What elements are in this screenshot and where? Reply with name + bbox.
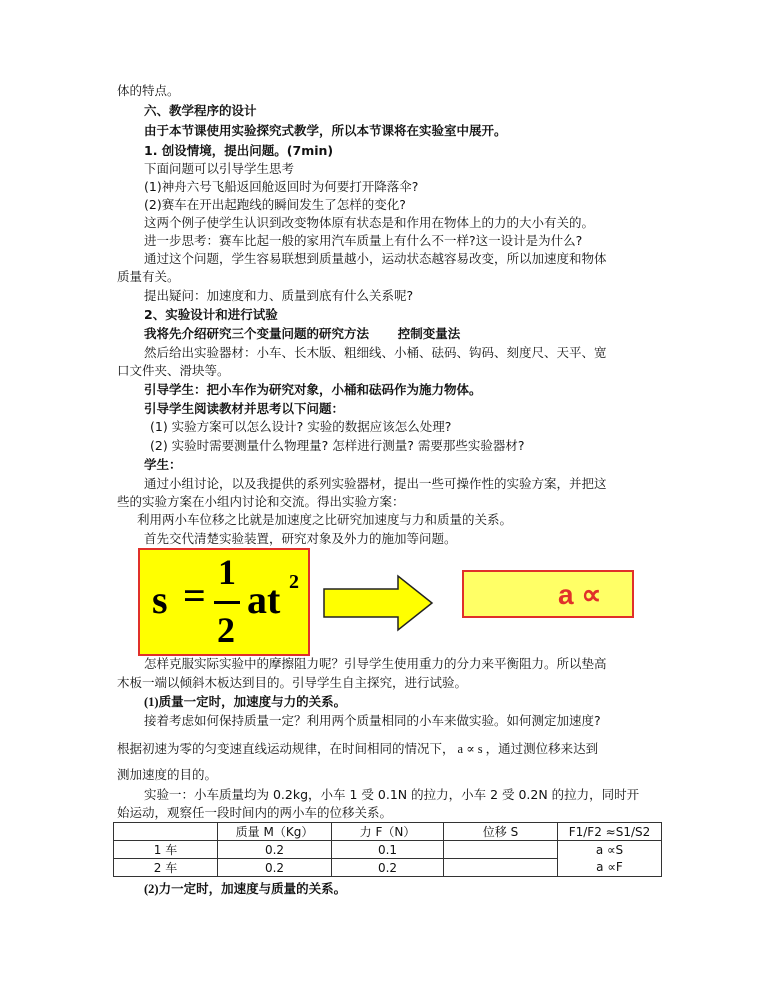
- text-line: 首先交代清楚实验装置，研究对象及外力的施加等问题。: [144, 531, 457, 546]
- proportion-text: a ∝: [558, 579, 602, 610]
- table-header-cell: [114, 823, 218, 841]
- formula-denominator: 2: [217, 610, 235, 650]
- subsection-heading: (1)质量一定时，加速度与力的关系。: [144, 695, 347, 709]
- section-heading: 六、教学程序的设计: [144, 103, 257, 118]
- text-line: 些的实验方案在小组内讨论和交流。得出实验方案：: [117, 494, 405, 509]
- subsection-heading: (2)力一定时，加速度与质量的关系。: [144, 882, 347, 896]
- table-header-cell: F1/F2 ≈S1/S2: [558, 823, 662, 841]
- table-cell: 0.2: [218, 859, 332, 877]
- text-line: 这两个例子使学生认识到改变物体原有状态是和作用在物体上的力的大小有关的。: [144, 215, 595, 230]
- list-item: (1) 实验方案可以怎么设计? 实验的数据应该怎么处理?: [150, 419, 452, 434]
- text-line: 引导学生：把小车作为研究对象，小桶和砝码作为施力物体。: [144, 382, 482, 397]
- text-line: 通过这个问题，学生容易联想到质量越小，运动状态越容易改变，所以加速度和物体: [144, 251, 607, 266]
- text-line: 怎样克服实际实验中的摩擦阻力呢？引导学生使用重力的分力来平衡阻力。所以垫高: [144, 656, 607, 671]
- text-line: (2)赛车在开出起跑线的瞬间发生了怎样的变化?: [144, 197, 406, 212]
- text-line: 由于本节课使用实验探究式教学，所以本节课将在实验室中展开。: [144, 123, 507, 138]
- table-cell: 2 车: [114, 859, 218, 877]
- conclusion-a-f: a ∝F: [596, 859, 623, 874]
- formula-box: [138, 548, 310, 656]
- inline-formula: a ∝ s: [457, 742, 483, 756]
- text-line: (1)神舟六号飞船返回舱返回时为何要打开降落伞?: [144, 179, 419, 194]
- text-line: [117, 740, 598, 758]
- text-line: 引导学生阅读教材并思考以下问题：: [144, 401, 345, 416]
- text-line: 体的特点。: [117, 83, 180, 98]
- experiment-table: [113, 822, 662, 877]
- formula-s: s: [152, 577, 168, 622]
- table-header-cell: 质量 M（Kg）: [218, 823, 332, 841]
- subsection-heading: 2、实验设计和进行试验: [144, 307, 278, 322]
- table-row: [114, 841, 662, 859]
- table-cell: 0.2: [218, 841, 332, 859]
- text-line: 始运动，观察任一段时间内的两小车的位移关系。: [117, 805, 393, 820]
- table-header-cell: 力 F（N）: [332, 823, 444, 841]
- right-arrow-icon: [322, 574, 434, 632]
- text-line: 然后给出实验器材：小车、长木版、粗细线、小桶、砝码、钩码、刻度尺、天平、宽: [144, 345, 607, 360]
- table-header-cell: 位移 S: [444, 823, 558, 841]
- table-cell: 1 车: [114, 841, 218, 859]
- subsection-heading: 1. 创设情境，提出问题。(7min): [144, 143, 334, 158]
- method-name: 控制变量法: [397, 326, 461, 341]
- text-line: 下面问题可以引导学生思考: [144, 161, 295, 176]
- text-line: 木板一端以倾斜木板达到目的。引导学生自主探究，进行试验。: [117, 675, 468, 690]
- text-line: 测加速度的目的。: [117, 767, 218, 782]
- text-line: 学生：: [144, 457, 182, 472]
- table-cell: 0.2: [332, 859, 444, 877]
- text-line: 进一步思考：赛车比起一般的家用汽车质量上有什么不一样?这一设计是为什么?: [144, 233, 583, 248]
- conclusion-a-s: a ∝S: [595, 842, 624, 857]
- text-line: [144, 325, 460, 343]
- fraction-bar: [214, 601, 240, 604]
- text-segment: ，通过测位移来达到: [485, 741, 599, 756]
- table-cell: [444, 859, 558, 877]
- text-line: 提出疑问：加速度和力、质量到底有什么关系呢?: [144, 288, 414, 303]
- table-merged-cell: [558, 841, 662, 877]
- text-line: 口文件夹、滑块等。: [117, 363, 230, 378]
- table-header-row: [114, 823, 662, 841]
- formula-equals: =: [183, 573, 206, 618]
- text-segment: 根据初速为零的匀变速直线运动规律，在时间相同的情况下，: [117, 741, 455, 756]
- text-line: 接着考虑如何保持质量一定？利用两个质量相同的小车来做实验。如何测定加速度?: [144, 713, 601, 728]
- text-line: 通过小组讨论，以及我提供的系列实验器材，提出一些可操作性的实验方案，并把这: [144, 476, 607, 491]
- text-line: 利用两小车位移之比就是加速度之比研究加速度与力和质量的关系。: [137, 512, 513, 527]
- method-intro: 我将先介绍研究三个变量问题的研究方法: [144, 326, 370, 341]
- proportion-box: [462, 570, 634, 618]
- text-line: 实验一：小车质量均为 0.2kg，小车 1 受 0.1N 的拉力，小车 2 受 0.2N 的拉力，同时开: [144, 787, 640, 802]
- list-item: (2) 实验时需要测量什么物理量? 怎样进行测量? 需要那些实验器材?: [150, 438, 525, 453]
- formula-exponent: 2: [289, 571, 299, 593]
- text-line: 质量有关。: [117, 269, 180, 284]
- formula-at: at: [247, 577, 281, 622]
- formula-numerator: 1: [218, 552, 236, 592]
- table-cell: 0.1: [332, 841, 444, 859]
- table-cell: [444, 841, 558, 859]
